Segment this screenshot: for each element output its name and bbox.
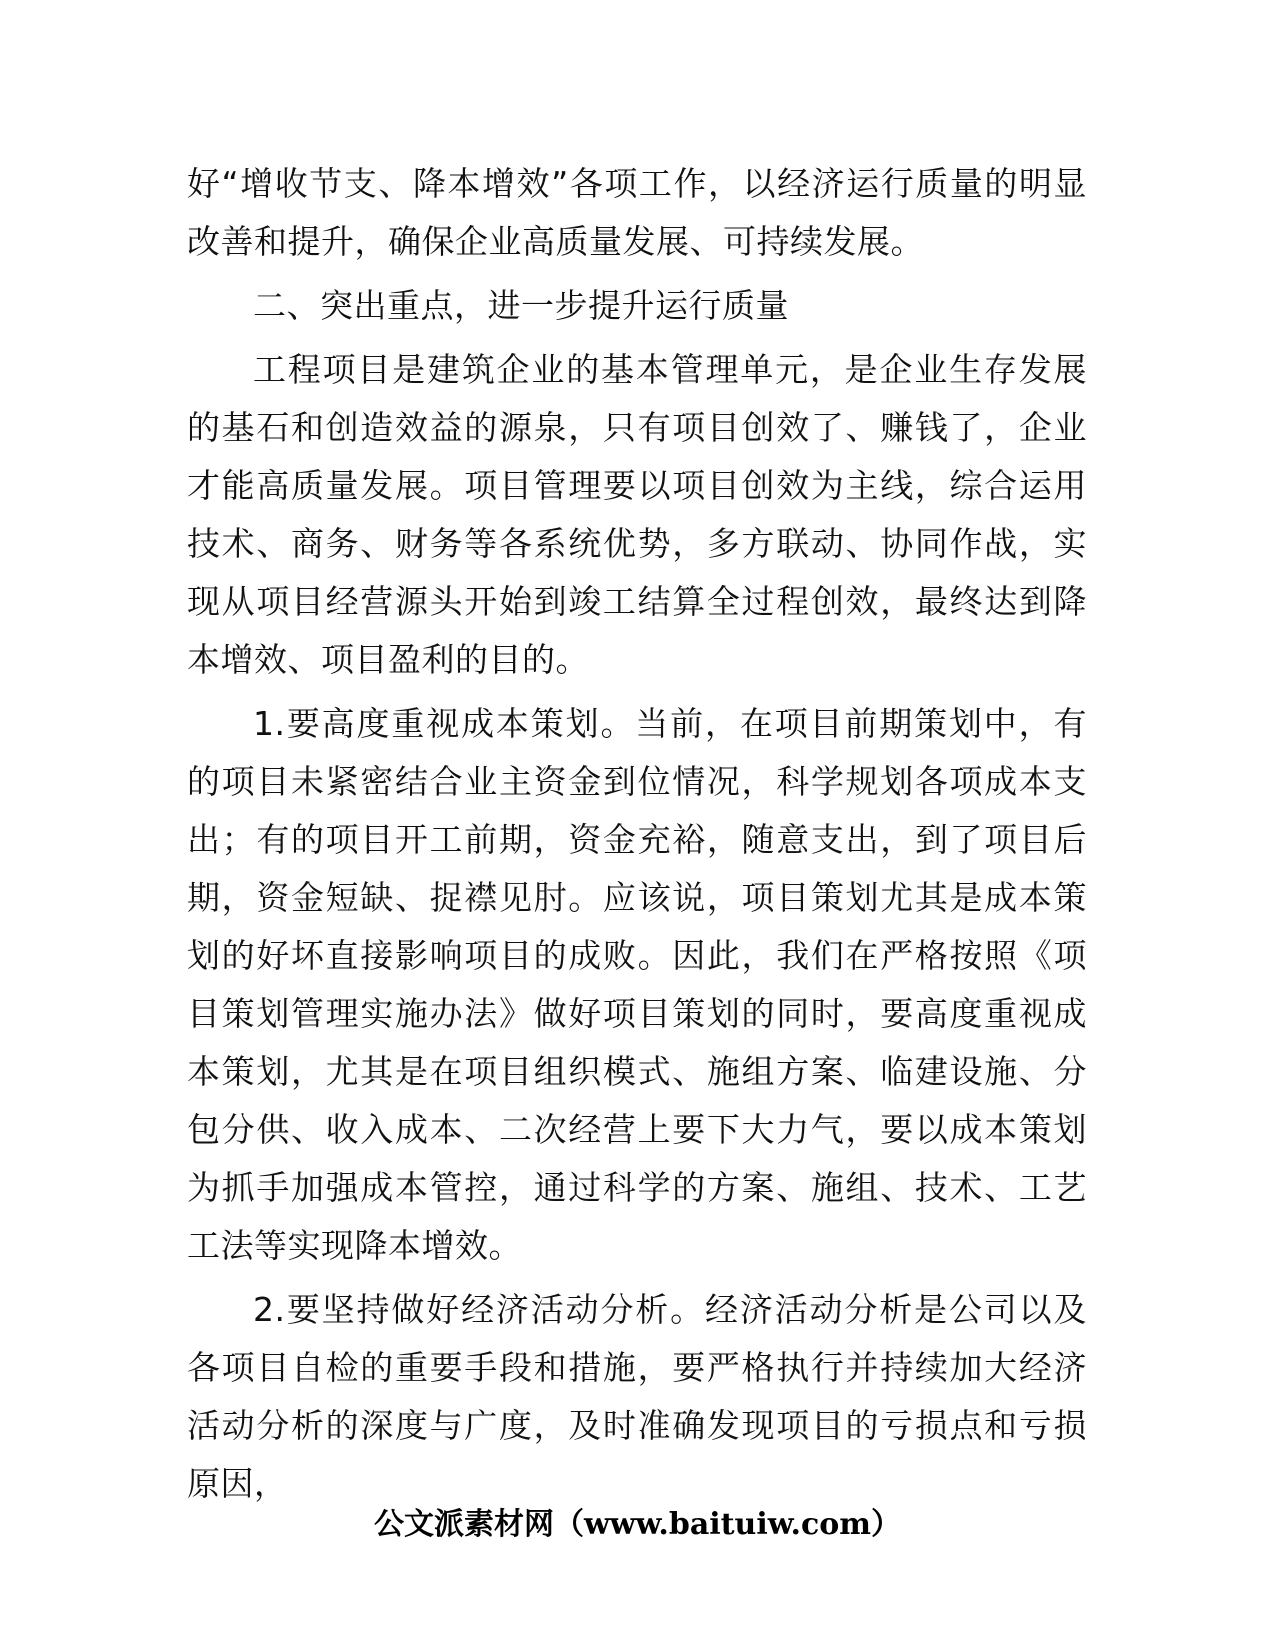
document-body (187, 155, 1087, 1513)
paragraph-project-management: 工程项目是建筑企业的基本管理单元，是企业生存发展的基石和创造效益的源泉，只有项目创效了、赚钱了，企业才能高质量发展。项目管理要以项目创效为主线，综合运用技术、商务、财务等各系统优势，多方联动、协同作战，实现从项目经营源头开始到竣工结算全过程创效，最终达到降本增效、项目盈利的目的。 (187, 350, 1087, 679)
paragraph-cost-planning: 1.要高度重视成本策划。当前，在项目前期策划中，有的项目未紧密结合业主资金到位情况，科学规划各项成本支出；有的项目开工前期，资金充裕，随意支出，到了项目后期，资金短缺、捉襟见肘。应该说，项目策划尤其是成本策划的好坏直接影响项目的成败。因此，我们在严格按照《项目策划管理实施办法》做好项目策划的同时，要高度重视成本策划，尤其是在项目组织模式、施组方案、临建设施、分包分供、收入成本、二次经营上要下大力气，要以成本策划为抓手加强成本管控，通过科学的方案、施组、技术、工艺工法等实现降本增效。 (187, 704, 1087, 1265)
paragraph-continuation: 好“增收节支、降本增效”各项工作，以经济运行质量的明显改善和提升，确保企业高质量发展、可持续发展。 (187, 164, 1087, 261)
section-heading: 二、突出重点，进一步提升运行质量 (253, 286, 789, 325)
footer-watermark: 公文派素材网（www.baituiw.com） (373, 1507, 902, 1542)
paragraph-economic-analysis: 2.要坚持做好经济活动分析。经济活动分析是公司以及各项目自检的重要手段和措施，要严格执行并持续加大经济活动分析的深度与广度，及时准确发现项目的亏损点和亏损原因， (187, 1290, 1087, 1503)
